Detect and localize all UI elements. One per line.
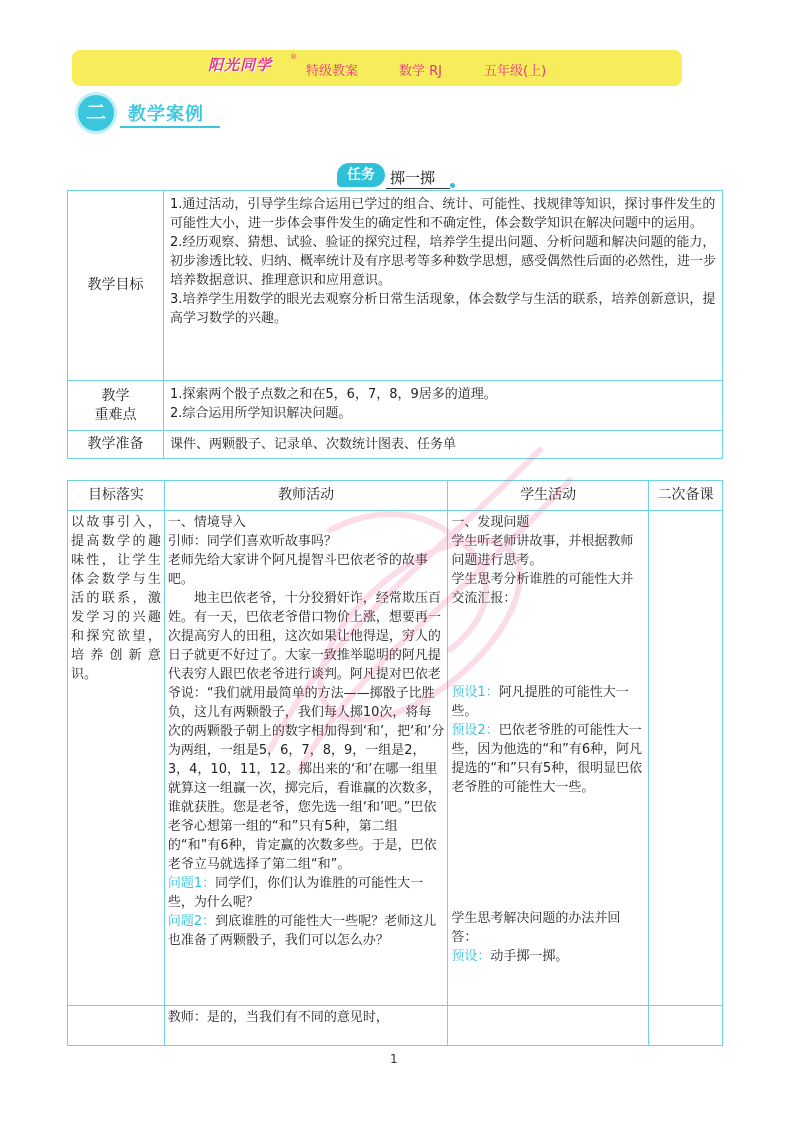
student-preset-2 bbox=[451, 721, 645, 797]
teacher-line: 老师先给大家讲个阿凡提智斗巴依老爷的故事吧。 bbox=[167, 553, 428, 587]
teacher-cell bbox=[164, 511, 448, 1006]
preset-1-text: 阿凡提胜的可能性大一些。 bbox=[451, 685, 629, 719]
task-title-dot bbox=[450, 183, 455, 188]
goal-item: 3.培养学生用数学的眼光去观察分析日常生活现象，体会数学与生活的联系，培养创新意识，提高学习数学的兴趣。 bbox=[170, 292, 716, 326]
question-1-label: 问题1： bbox=[167, 876, 216, 891]
goal-item: 1.通过活动，引导学生综合运用已学过的组合、统计、可能性、找规律等知识，探讨事件发生的可能性大小，进一步体会事件发生的确定性和不确定性，体会数学知识在解决问题中的运用。 bbox=[170, 197, 716, 231]
header-subject: 数学 RJ bbox=[399, 64, 442, 79]
goal-cell-empty bbox=[68, 1006, 165, 1046]
goals-row bbox=[68, 191, 723, 381]
preset-2-text: 巴依老爷胜的可能性大一些，因为他选的“和”有6种，阿凡提选的“和”只有5种，很明显巴依老爷胜的可能性大一些。 bbox=[451, 723, 643, 795]
header-category: 特级教案 bbox=[306, 64, 359, 79]
header-revision: 二次备课 bbox=[648, 481, 722, 511]
header-teacher: 教师活动 bbox=[164, 481, 448, 511]
prep-label: 教学准备 bbox=[68, 431, 164, 459]
brand-logo: 阳光同学 bbox=[208, 56, 273, 74]
header-banner bbox=[72, 50, 682, 86]
key-points-row bbox=[68, 381, 723, 431]
goal-item: 2.经历观察、猜想、试验、验证的探究过程，培养学生提出问题、分析问题和解决问题的能力，初步渗透比较、归纳、概率统计及有序思考等多种数学思想，感受偶然性后面的必然性，进一步培养数据意识、推理意识和应用意识。 bbox=[170, 235, 717, 288]
key-points-content bbox=[164, 381, 723, 431]
goals-label: 教学目标 bbox=[68, 191, 164, 381]
preset-2-label: 预设2： bbox=[451, 723, 499, 738]
activity-row-continued bbox=[68, 1006, 723, 1046]
header-goal: 目标落实 bbox=[68, 481, 165, 511]
page-number: 1 bbox=[390, 1052, 398, 1066]
key-points-label-line2: 重难点 bbox=[94, 406, 137, 423]
prep-row bbox=[68, 431, 723, 459]
header-grade: 五年级(上) bbox=[484, 64, 547, 79]
section-underline bbox=[120, 126, 220, 128]
teacher-heading: 一、情境导入 bbox=[167, 515, 246, 530]
student-line: 学生思考分析谁胜的可能性大并交流汇报： bbox=[451, 572, 634, 606]
teacher-question-2 bbox=[168, 912, 445, 950]
brand-registered-mark: ® bbox=[290, 53, 297, 61]
preset-1-label: 预设1： bbox=[451, 685, 499, 700]
activity-table bbox=[67, 480, 723, 1046]
revision-cell-empty bbox=[648, 1006, 722, 1046]
key-point-item: 2.综合运用所学知识解决问题。 bbox=[170, 406, 352, 421]
student-preset-1 bbox=[451, 683, 645, 721]
goal-cell: 以故事引入，提高数学的趣味性，让学生体会数学与生活的联系，激发学习的兴趣和探究欲望，培养创新意识。 bbox=[68, 511, 165, 1006]
lesson-info-table bbox=[67, 190, 723, 459]
teacher-question-1 bbox=[168, 874, 445, 912]
teacher-cell-continued: 教师：是的，当我们有不同的意见时， bbox=[164, 1006, 448, 1046]
student-line: 学生思考解决问题的办法并回答： bbox=[451, 911, 621, 945]
prep-content: 课件、两颗骰子、记录单、次数统计图表、任务单 bbox=[164, 431, 723, 459]
student-spacer bbox=[451, 797, 645, 909]
preset-3-label: 预设： bbox=[451, 949, 491, 964]
task-title-underline bbox=[386, 188, 450, 189]
question-2-text: 到底谁胜的可能性大一些呢？老师这儿也准备了两颗骰子，我们可以怎么办？ bbox=[167, 914, 437, 948]
goals-content bbox=[164, 191, 723, 381]
question-2-label: 问题2： bbox=[167, 914, 216, 929]
student-cell-empty bbox=[448, 1006, 649, 1046]
key-points-label bbox=[68, 381, 164, 431]
section-title: 教学案例 bbox=[128, 104, 204, 125]
header-student: 学生活动 bbox=[448, 481, 649, 511]
question-1-text: 同学们，你们认为谁胜的可能性大一些，为什么呢？ bbox=[167, 876, 424, 910]
student-spacer bbox=[451, 608, 645, 683]
task-title: 掷一掷 bbox=[390, 169, 436, 187]
key-points-label-line1: 教学 bbox=[101, 387, 130, 404]
revision-cell bbox=[648, 511, 722, 1006]
activity-header-row bbox=[68, 481, 723, 511]
student-line: 学生听老师讲故事，并根据教师问题进行思考。 bbox=[451, 534, 634, 568]
section-number-badge: 二 bbox=[75, 92, 117, 134]
task-badge: 任务 bbox=[337, 163, 385, 187]
teacher-line: 引师：同学们喜欢听故事吗？ bbox=[167, 534, 337, 549]
student-cell bbox=[448, 511, 649, 1006]
student-preset-3 bbox=[451, 947, 645, 966]
student-heading: 一、发现问题 bbox=[451, 515, 530, 530]
preset-3-text: 动手掷一掷。 bbox=[490, 949, 569, 964]
activity-row bbox=[68, 511, 723, 1006]
teacher-story: 地主巴依老爷，十分狡猾奸诈，经常欺压百姓。有一天，巴依老爷借口物价上涨，想要再一次提高穷人的田租，这次如果让他得逞，穷人的日子就更不好过了。大家一致推举聪明的阿凡提代表穷人跟巴依老爷进行谈判。阿凡提对巴依老爷说：“我们就用最简单的方法——掷骰子比胜负，这儿有两颗骰子，我们每人掷10次，将每次的两颗骰子朝上的数字相加得到‘和’，把‘和’分为两组，一组是5，6，7，8，9，一组是2，3，4，10，11，12。掷出来的‘和’在哪一组里就算这一组赢一次，掷完后，看谁赢的次数多，谁就获胜。您是老爷，您先选一组‘和’吧。”巴依老爷心想第一组的“和”只有5种，第二组的“和”有6种，肯定赢的次数多些。于是，巴依老爷立马就选择了第二组“和”。 bbox=[167, 591, 445, 872]
key-point-item: 1.探索两个骰子点数之和在5，6，7，8，9居多的道理。 bbox=[170, 387, 497, 402]
